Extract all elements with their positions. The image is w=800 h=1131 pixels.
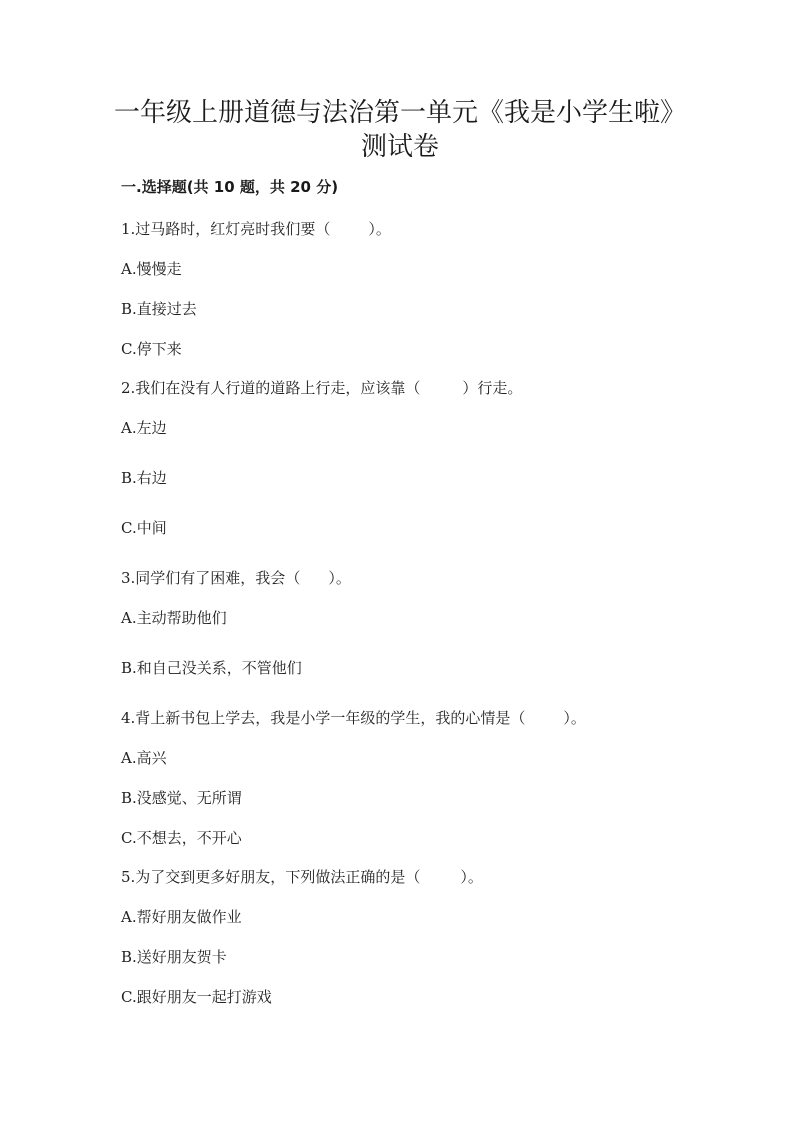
question-3-stem [121, 567, 351, 589]
question-4-option-c: C.不想去，不开心 [121, 829, 242, 847]
question-4-stem-text: 4.背上新书包上学去，我是小学一年级的学生，我的心情是（ [121, 709, 526, 727]
question-2-option-a: A.左边 [121, 419, 167, 437]
question-2-stem [121, 377, 522, 399]
question-3-stem-text: 3.同学们有了困难，我会（ [121, 569, 301, 587]
question-5-stem-text: 5.为了交到更多好朋友，下列做法正确的是（ [121, 868, 421, 886]
question-4-stem [121, 707, 586, 729]
page-title-line-2: 测试卷 [360, 132, 439, 162]
question-1-option-b: B.直接过去 [121, 300, 197, 318]
question-3-stem-tail: ）。 [328, 569, 351, 587]
question-3-option-b: B.和自己没关系，不管他们 [121, 659, 302, 677]
question-1-option-c: C.停下来 [121, 340, 182, 358]
question-3-option-a: A.主动帮助他们 [121, 609, 227, 627]
question-4-option-b: B.没感觉、无所谓 [121, 789, 242, 807]
question-5-stem [121, 866, 483, 888]
question-2-stem-text: 2.我们在没有人行道的道路上行走，应该靠（ [121, 379, 421, 397]
question-4-stem-tail: ）。 [563, 709, 586, 727]
question-2-option-b: B.右边 [121, 469, 167, 487]
question-5-option-a: A.帮好朋友做作业 [121, 908, 242, 926]
question-5-option-b: B.送好朋友贺卡 [121, 948, 227, 966]
question-1-option-a: A.慢慢走 [121, 260, 182, 278]
question-5-option-c: C.跟好朋友一起打游戏 [121, 988, 272, 1006]
section-heading: 一.选择题(共 10 题，共 20 分) [121, 178, 339, 196]
question-2-option-c: C.中间 [121, 519, 167, 537]
page-title-line-1: 一年级上册道德与法治第一单元《我是小学生啦》 [113, 98, 686, 128]
question-2-stem-tail: ）行走。 [462, 379, 523, 397]
question-1-stem-text: 1.过马路时，红灯亮时我们要（ [121, 220, 331, 238]
question-4-option-a: A.高兴 [121, 749, 167, 767]
question-1-stem-tail: ）。 [368, 220, 391, 238]
question-1-stem [121, 218, 391, 240]
question-5-stem-tail: ）。 [460, 868, 483, 886]
